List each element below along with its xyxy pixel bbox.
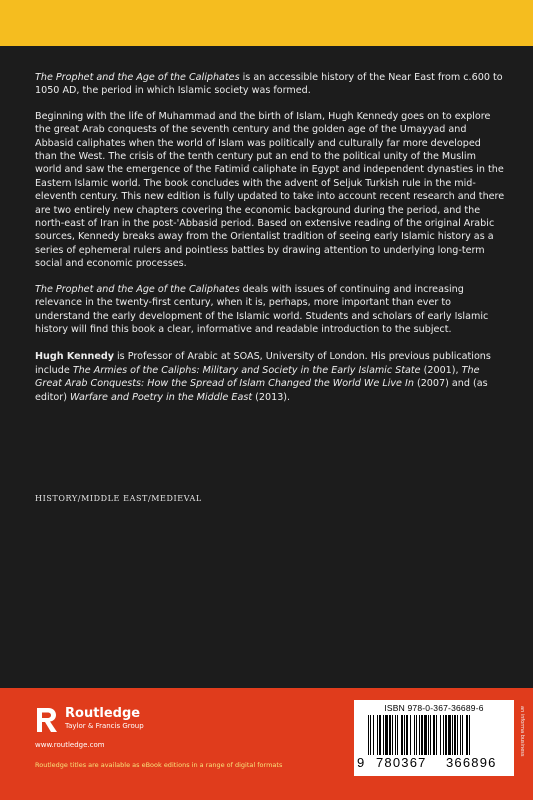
description-paragraph-2: Beginning with the life of Muhammad and the birth of Islam, Hugh Kennedy goes on to explore the great Arab conquests of the seventh century and the golden age of the Umayyad and Abbasid caliphates when the world of Islam was politically and culturally far more developed than the West. The crisis of the tenth century put an end to the political unity of the Muslim world and saw the emergence of the Fatimid caliphate in Egypt and independent dynasties in the Eastern Islamic world. The book concludes with the advent of Seljuk Turkish rule in the mid-eleventh century. This new edition is fully updated to take into account recent research and there are two entirely new chapters covering the economic background during the period, and the north-east of Iran in the post-'Abbasid period. Based on extensive reading of the original Arabic sources, Kennedy breaks away from the Orientalist tradition of seeing early Islamic history as a series of ephemeral rulers and pointless battles by drawing attention to underlying long-term social and economic processes. (35, 110, 505, 270)
author-name: Hugh Kennedy (35, 351, 114, 363)
isbn-label: ISBN 978-0-367-36689-6 (384, 703, 484, 713)
author-bio: Hugh Kennedy is Professor of Arabic at SOAS, University of London. His previous publications include The Armies of the Caliphs: Military and Society in the Early Islamic State (2001), The Great Arab Conquests: How the Spread of Islam Changed the World We Live In (2007) and (as editor) Warfare and Poetry in the Middle East (2013). (35, 351, 491, 403)
publisher-website: www.routledge.com (35, 741, 105, 749)
book-title-italic: The Prophet and the Age of the Caliphates (35, 283, 240, 295)
top-color-band (0, 0, 533, 46)
publisher-name: Routledge (65, 706, 141, 721)
publisher-subtitle: Taylor & Francis Group (65, 722, 144, 730)
back-cover-description (35, 71, 505, 416)
informa-tagline: an informa business (519, 706, 525, 757)
subject-category: HISTORY/MIDDLE EAST/MEDIEVAL (35, 494, 202, 503)
description-paragraph-3: The Prophet and the Age of the Caliphates deals with issues of continuing and increasing relevance in the twenty-first century, when it is, perhaps, more important than ever to understand the early development of the Islamic world. Students and scholars of early Islamic history will find this book a clear, informative and readable introduction to the subject. (35, 283, 489, 335)
description-paragraph-1: The Prophet and the Age of the Caliphates is an accessible history of the Near East from c.600 to 1050 AD, the period in which Islamic society was formed. (35, 72, 503, 97)
barcode-digit-group-2: 366896 (446, 755, 497, 770)
barcode-digit-group-1: 780367 (376, 755, 427, 770)
barcode-lead-digit: 9 (357, 755, 365, 770)
isbn-barcode (354, 700, 514, 776)
routledge-logo-icon (35, 706, 59, 734)
ebook-note: Routledge titles are available as eBook editions in a range of digital formats (35, 761, 283, 769)
book-title-italic: The Prophet and the Age of the Caliphates (35, 72, 240, 83)
barcode-bars (362, 715, 508, 755)
